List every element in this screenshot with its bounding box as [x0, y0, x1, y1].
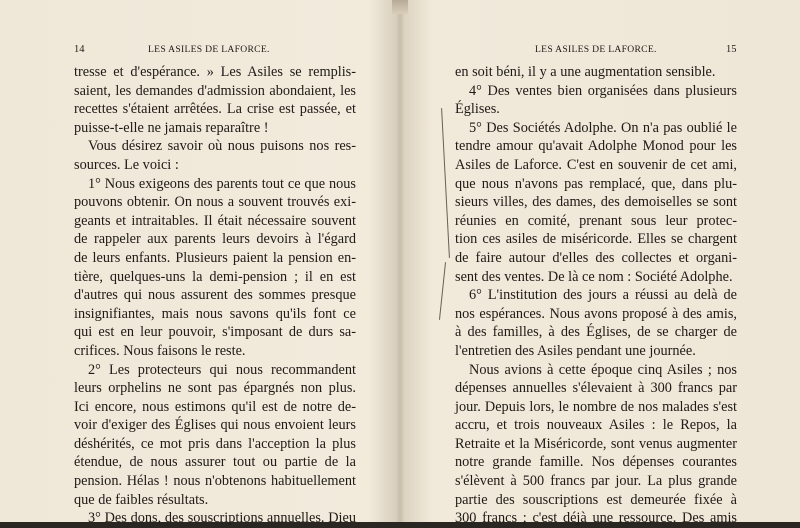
right-text-line: dépenses annuelles s'élevaient à 300 francs par: [455, 380, 737, 397]
running-head-left: LES ASILES DE LAFORCE.: [148, 44, 270, 55]
left-text-line: leurs orphelins ne sont pas épargnés non plus.: [74, 380, 356, 397]
running-head-right: LES ASILES DE LAFORCE.: [535, 44, 657, 55]
left-text-line: Vous désirez savoir où nous puisons nos res-: [88, 138, 356, 155]
right-text-line: tendre amour qu'avait Adolphe Monod pour les: [455, 138, 737, 155]
right-text-line: à des familles, à des Églises, de se charger de: [455, 324, 737, 341]
left-page-text: [74, 63, 356, 528]
right-text-line: 4° Des ventes bien organisées dans plusieurs: [469, 82, 737, 99]
left-text-line: Ici encore, nous estimons qu'il est de notre de-: [74, 398, 356, 415]
left-text-line: 3° Des dons, des souscriptions annuelles. Dieu: [88, 510, 356, 527]
left-text-line: déshérités, ce mot pris dans l'acception la plus: [74, 435, 356, 452]
left-text-line: pouvons obtenir. On nous a souvent trouvés exi-: [74, 194, 356, 211]
left-text-line: de rappeler aux parents leurs devoirs à l'égard: [74, 231, 356, 248]
left-text-line: voir d'exiger des Églises qui nous envoient leurs: [74, 417, 356, 434]
left-text-line: tresse et d'espérance. » Les Asiles se remplis-: [74, 64, 356, 80]
left-text-line: d'autres qui nous assurent des sommes presque: [74, 287, 356, 304]
right-text-line: tion ces asiles de miséricorde. Elles se chargent: [455, 231, 737, 248]
right-text-line: nos espérances. Nous avons proposé à des amis,: [455, 305, 737, 322]
left-text-line: tière, quelques-uns la demi-pension ; il en est: [74, 268, 356, 285]
left-text-line: geants et intraitables. Il était nécessaire souvent: [74, 212, 356, 229]
right-text-line: sieurs villes, des dames, des demoiselles se sont: [455, 194, 737, 211]
left-text-line: puisse-t-elle ne jamais reparaître !: [74, 119, 269, 136]
left-text-line: qui est en leur pouvoir, s'imposant de durs sa-: [74, 324, 356, 341]
right-text-line: réunies en comité, prenant sous leur protec-: [455, 212, 737, 229]
right-text-line: notre grande famille. Nos dépenses courantes: [455, 454, 737, 471]
right-text-line: l'entretien des Asiles pendant une journée.: [455, 342, 696, 359]
right-text-line: partie des souscriptions est demeurée fixée à: [455, 491, 737, 508]
left-text-line: étendue, de nous assurer tout ou partie de la: [74, 454, 356, 471]
left-text-line: recettes s'étaient arrêtées. La crise est passée, et: [74, 101, 356, 118]
left-text-line: que de faibles résultats.: [74, 491, 209, 508]
pencil-margin-mark: [439, 262, 446, 320]
right-text-line: de faire autour d'elles des collectes et organi-: [455, 249, 737, 266]
right-text-line: que nous n'avons pas remplacé, que, dans plu-: [455, 175, 737, 192]
right-text-line: Asiles de Laforce. C'est en souvenir de cet ami,: [455, 156, 737, 173]
right-text-line: en soit béni, il y a une augmentation sensible.: [455, 64, 716, 80]
right-text-line: Retraite et la Miséricorde, sont venus augmenter: [455, 435, 737, 452]
left-text-line: de leurs enfants. Plusieurs paient la pension en-: [74, 249, 356, 266]
right-text-line: 5° Des Sociétés Adolphe. On n'a pas oublié le: [469, 119, 737, 136]
left-text-line: 2° Les protecteurs qui nous recommandent: [88, 361, 356, 378]
left-text-line: insignifiantes, mais nous savons qu'ils font ce: [74, 305, 356, 322]
left-page: [0, 0, 400, 527]
left-text-line: pension. Hélas ! nous n'obtenons habituellement: [74, 473, 356, 490]
right-text-line: s'élèvent à 500 francs par jour. La plus grande: [455, 473, 737, 490]
right-page: [402, 0, 800, 527]
right-text-line: accru, et trois nouveaux Asiles : le Repos, la: [455, 417, 737, 434]
left-text-line: 1° Nous exigeons des parents tout ce que nous: [88, 175, 356, 192]
right-text-line: jour. Depuis lors, le nombre de nos malades s'est: [455, 398, 737, 415]
pencil-margin-mark: [441, 108, 450, 258]
right-text-line: Nous avions à cette époque cinq Asiles ; nos: [469, 361, 737, 378]
right-text-line: 300 francs ; c'est déjà une ressource. Des amis: [455, 510, 737, 527]
left-text-line: sources. Le voici :: [74, 156, 179, 173]
right-page-text: [455, 63, 737, 528]
left-text-line: crifices. Nous faisons le reste.: [74, 342, 246, 359]
left-text-line: saient, les demandes d'admission abondaient, les: [74, 82, 356, 99]
right-text-line: Églises.: [455, 101, 500, 118]
page-number-right: 15: [726, 44, 737, 55]
page-number-left: 14: [74, 44, 85, 55]
right-text-line: 6° L'institution des jours a réussi au delà de: [469, 287, 737, 304]
right-text-line: sent des ventes. De là ce nom : Société Adolphe.: [455, 268, 733, 285]
